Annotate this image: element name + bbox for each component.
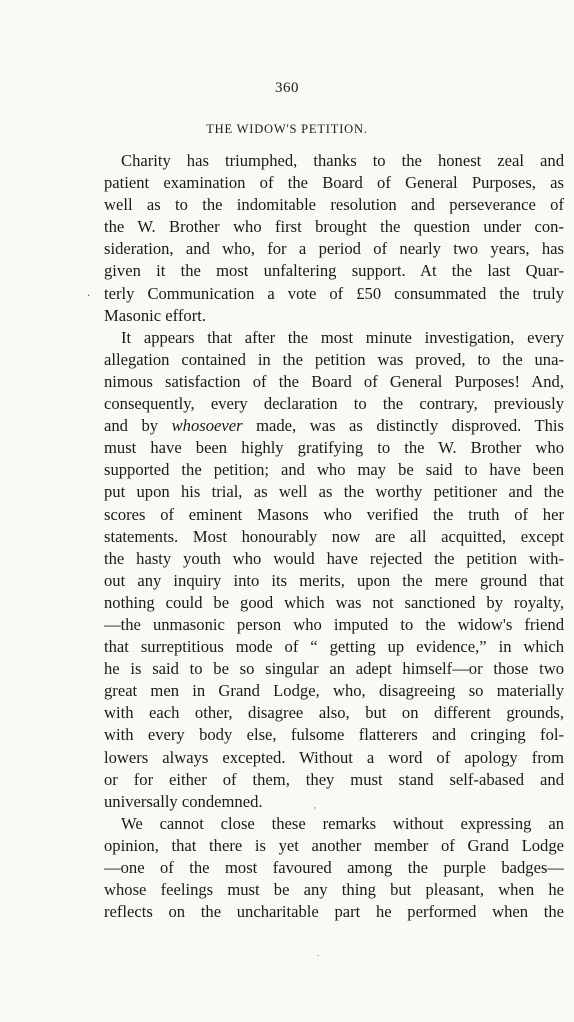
- page-number: 360: [275, 80, 299, 96]
- text-line: universally condemned.: [104, 791, 263, 811]
- stray-mark: .: [317, 948, 320, 959]
- text-line: lowers always excepted. Without a word of apology from: [104, 747, 564, 767]
- text-line: patient examination of the Board of General Purposes, as: [104, 173, 564, 193]
- text-line: reflects on the uncharitable part he performed when the: [104, 902, 564, 922]
- text-line: with every body else, fulsome flatterers and cringing fol-: [104, 725, 564, 745]
- text-line: It appears that after the most minute investigation, every: [121, 327, 564, 347]
- text-line: allegation contained in the petition was proved, to the una-: [104, 349, 564, 369]
- text-line: Masonic effort.: [104, 305, 206, 325]
- text-line: consequently, every declaration to the contrary, previously: [104, 394, 564, 414]
- body-text: [104, 150, 564, 923]
- running-title: THE WIDOW'S PETITION.: [206, 122, 368, 136]
- text-line: or for either of them, they must stand self-abased and: [104, 769, 564, 789]
- text-line: whose feelings must be any thing but pleasant, when he: [104, 880, 564, 900]
- text-line: scores of eminent Masons who verified the truth of her: [104, 504, 564, 524]
- text-line: the W. Brother who first brought the question under con-: [104, 217, 564, 237]
- text-line: —the unmasonic person who imputed to the widow's friend: [104, 614, 564, 634]
- italic-emphasis: whosoever: [171, 416, 243, 436]
- text-line: opinion, that there is yet another member of Grand Lodge: [104, 835, 564, 855]
- text-line: that surreptitious mode of “ getting up evidence,” in which: [104, 637, 564, 657]
- text-line: nimous satisfaction of the Board of General Purposes! And,: [104, 371, 564, 391]
- text-line: —one of the most favoured among the purple badges—: [104, 858, 564, 877]
- text-line: out any inquiry into its merits, upon the mere ground that: [104, 570, 564, 590]
- text-line: terly Communication a vote of £50 consummated the truly: [104, 283, 564, 303]
- text-line: put upon his trial, as well as the worthy petitioner and the: [104, 482, 564, 502]
- text-line: must have been highly gratifying to the W. Brother who: [104, 438, 564, 458]
- text-line: with each other, disagree also, but on different grounds,: [104, 703, 564, 723]
- text-line: We cannot close these remarks without expressing an: [121, 813, 564, 833]
- stray-mark: ': [314, 805, 316, 817]
- text-line: he is said to be so singular an adept himself—or those two: [104, 659, 564, 679]
- margin-mark: .: [87, 284, 91, 299]
- text-line: the hasty youth who would have rejected the petition with-: [104, 548, 564, 568]
- text-line: supported the petition; and who may be said to have been: [104, 460, 564, 480]
- text-line: well as to the indomitable resolution and perseverance of: [104, 195, 564, 215]
- text-line: statements. Most honourably now are all acquitted, except: [104, 526, 564, 546]
- text-line-with-italic: and by whosoever made, was as distinctly disproved. This: [104, 416, 564, 436]
- text-line: great men in Grand Lodge, who, disagreeing so materially: [104, 681, 564, 701]
- text-line: given it the most unfaltering support. At the last Quar-: [104, 261, 564, 281]
- text-line: sideration, and who, for a period of nearly two years, has: [104, 239, 564, 259]
- text-line: Charity has triumphed, thanks to the honest zeal and: [121, 151, 564, 170]
- text-line: nothing could be good which was not sanctioned by royalty,: [104, 592, 564, 612]
